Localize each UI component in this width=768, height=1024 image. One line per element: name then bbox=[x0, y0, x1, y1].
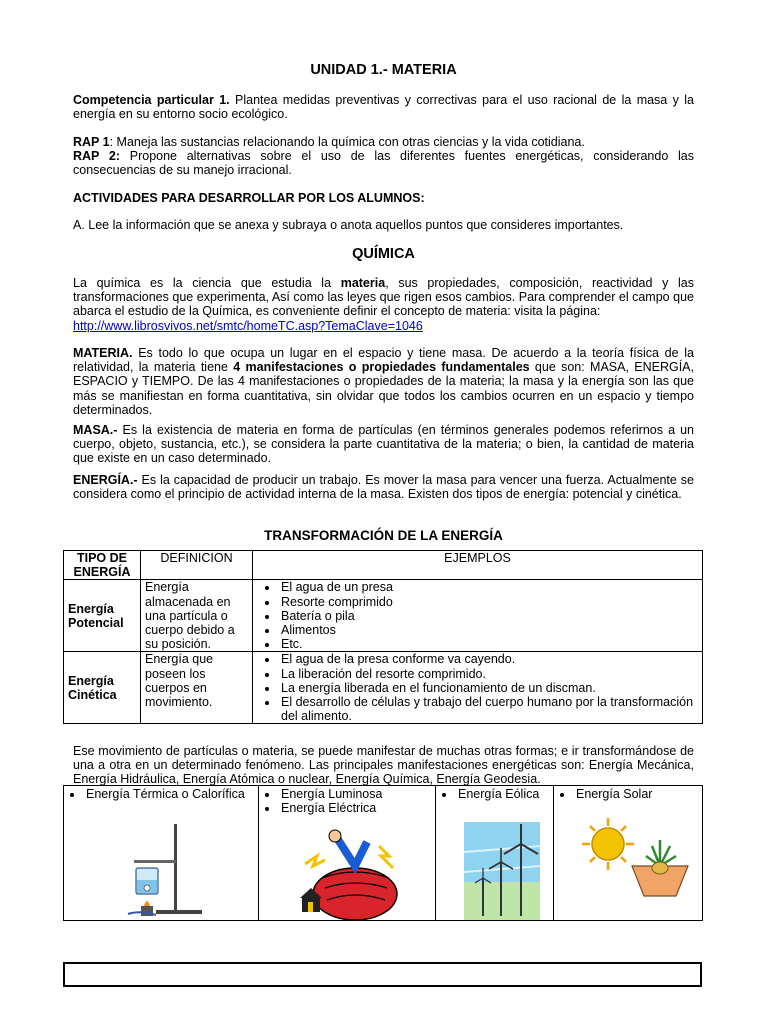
list-item: • Batería o pila bbox=[279, 609, 698, 623]
list-item: • Energía Térmica o Calorífica bbox=[84, 787, 258, 801]
list-item: • Etc. bbox=[279, 637, 698, 651]
rap-block bbox=[73, 135, 694, 178]
list-item: • La liberación del resorte comprimido. bbox=[279, 667, 698, 681]
actividades-item-a: A. Lee la información que se anexa y subraya o anota aquellos puntos que consideres importantes. bbox=[73, 218, 624, 232]
manifestacion-cell-eolica bbox=[436, 786, 554, 921]
quimica-heading: QUÍMICA bbox=[352, 246, 415, 262]
quimica-link[interactable]: http://www.librosvivos.net/smtc/homeTC.asp?TemaClave=1046 bbox=[73, 318, 423, 333]
header-ejemplos: EJEMPLOS bbox=[253, 551, 703, 580]
list-item: • El desarrollo de células y trabajo del cuerpo humano por la transformación del alimento. bbox=[279, 695, 698, 723]
rap2-label: RAP 2: bbox=[73, 149, 121, 164]
transformacion-heading: TRANSFORMACIÓN DE LA ENERGÍA bbox=[264, 528, 503, 543]
list-item: • Resorte comprimido bbox=[279, 595, 698, 609]
quimica-paragraph bbox=[73, 276, 694, 333]
table-row bbox=[64, 652, 703, 724]
electric-shock-icon bbox=[297, 826, 405, 922]
manifestacion-cell-termica bbox=[64, 786, 259, 921]
bunsen-burner-icon bbox=[126, 820, 206, 920]
rap2 bbox=[73, 149, 694, 177]
energia-label: ENERGÍA.- bbox=[73, 473, 138, 487]
list-item: • Energía Eólica bbox=[456, 787, 553, 801]
energia-paragraph bbox=[73, 473, 694, 501]
masa-paragraph bbox=[73, 423, 694, 466]
manifestacion-cell-luminosa bbox=[259, 786, 436, 921]
sun-plant-icon bbox=[580, 816, 692, 898]
list-item: • La energía liberada en el funcionamiento de un discman. bbox=[279, 681, 698, 695]
list-item: • Energía Eléctrica bbox=[279, 801, 435, 815]
ejemplos-cell bbox=[253, 652, 703, 724]
header-tipo: TIPO DE ENERGÍA bbox=[64, 551, 141, 580]
materia-text-1: Es todo lo que ocupa un lugar en el espacio y tiene masa. De acuerdo a la teoría física de la relatividad, la materia tiene bbox=[73, 346, 694, 375]
competencia-label: Competencia particular 1. bbox=[73, 93, 230, 107]
masa-label: MASA.- bbox=[73, 423, 118, 437]
rap1-label: RAP 1 bbox=[73, 135, 110, 149]
list-item: • Alimentos bbox=[279, 623, 698, 637]
footer-box bbox=[63, 962, 702, 987]
quimica-bold: materia bbox=[340, 276, 386, 290]
tipo-cell: Energía Potencial bbox=[64, 580, 141, 652]
list-item: • Energía Luminosa bbox=[279, 787, 435, 801]
energy-types-table bbox=[63, 550, 703, 724]
rap1-text: : Maneja las sustancias relacionando la química con otras ciencias y la vida cotidiana. bbox=[109, 135, 585, 149]
quimica-text-2: , sus propiedades, composición, reactividad y las transformaciones que experimenta, Así como las leyes que rigen esos cambios. Para comprender el campo que abarca el estudio de la Química, es conveniente definir el concepto de materia: visita la página: bbox=[73, 276, 694, 319]
definicion-cell: Energía que poseen los cuerpos en movimiento. bbox=[141, 652, 253, 724]
header-definicion: DEFINICION bbox=[141, 551, 253, 580]
movimiento-paragraph: Ese movimiento de partículas o materia, se puede manifestar de muchas otras formas; e ir transformándose de una a otra en un determinado fenómeno. Las principales manifestaciones energéticas son: Energía Mecánica, Energía Hidráulica, Energía Atómica o nuclear, Energía Química, Energía Geodesia. bbox=[73, 744, 694, 787]
list-item: • El agua de la presa conforme va cayendo. bbox=[279, 652, 698, 666]
rap1 bbox=[73, 135, 694, 149]
materia-bold: 4 manifestaciones o propiedades fundamentales bbox=[233, 360, 530, 375]
quimica-text-1: La química es la ciencia que estudia la bbox=[73, 276, 341, 290]
definicion-cell: Energía almacenada en una partícula o cuerpo debido a su posición. bbox=[141, 580, 253, 652]
masa-text: Es la existencia de materia en forma de partículas (en términos generales podemos referirnos a un cuerpo, objeto, sustancia, etc.), se considera la parte cuantitativa de la materia; o bien, la cantidad de materia que existe en un caso determinado. bbox=[73, 423, 694, 466]
manifestaciones-table bbox=[63, 785, 703, 921]
tipo-cell: Energía Cinética bbox=[64, 652, 141, 724]
materia-text-2: que son: MASA, ENERGÍA, ESPACIO y TIEMPO. De las 4 manifestaciones o propiedades de la materia; la masa y la energía son las que más se manifiestan en forma cuantitativa, sin olvidar que todos los cambios ocurren en un espacio y tiempo determinados. bbox=[73, 360, 694, 417]
table-header-row bbox=[64, 551, 703, 580]
list-item: • Energía Solar bbox=[574, 787, 702, 801]
page-title: UNIDAD 1.- MATERIA bbox=[310, 62, 457, 78]
materia-paragraph bbox=[73, 346, 694, 417]
competencia-paragraph bbox=[73, 93, 694, 121]
wind-turbines-icon bbox=[464, 822, 540, 920]
materia-label: MATERIA. bbox=[73, 346, 133, 360]
list-item: • El agua de un presa bbox=[279, 580, 698, 594]
competencia-text: Plantea medidas preventivas y correctivas para el uso racional de la masa y la energía en su entorno socio ecológico. bbox=[73, 93, 694, 122]
actividades-heading: ACTIVIDADES PARA DESARROLLAR POR LOS ALUMNOS: bbox=[73, 191, 425, 205]
manifestacion-cell-solar bbox=[554, 786, 703, 921]
energia-text: Es la capacidad de producir un trabajo. Es mover la masa para vencer una fuerza. Actualmente se considera como el principio de actividad interna de la masa. Existen dos tipos de energía: potencial y cinética. bbox=[73, 473, 694, 502]
rap2-text: Propone alternativas sobre el uso de las diferentes fuentes energéticas, considerando las consecuencias de su manejo irracional. bbox=[73, 149, 694, 178]
ejemplos-cell bbox=[253, 580, 703, 652]
table-row bbox=[64, 580, 703, 652]
